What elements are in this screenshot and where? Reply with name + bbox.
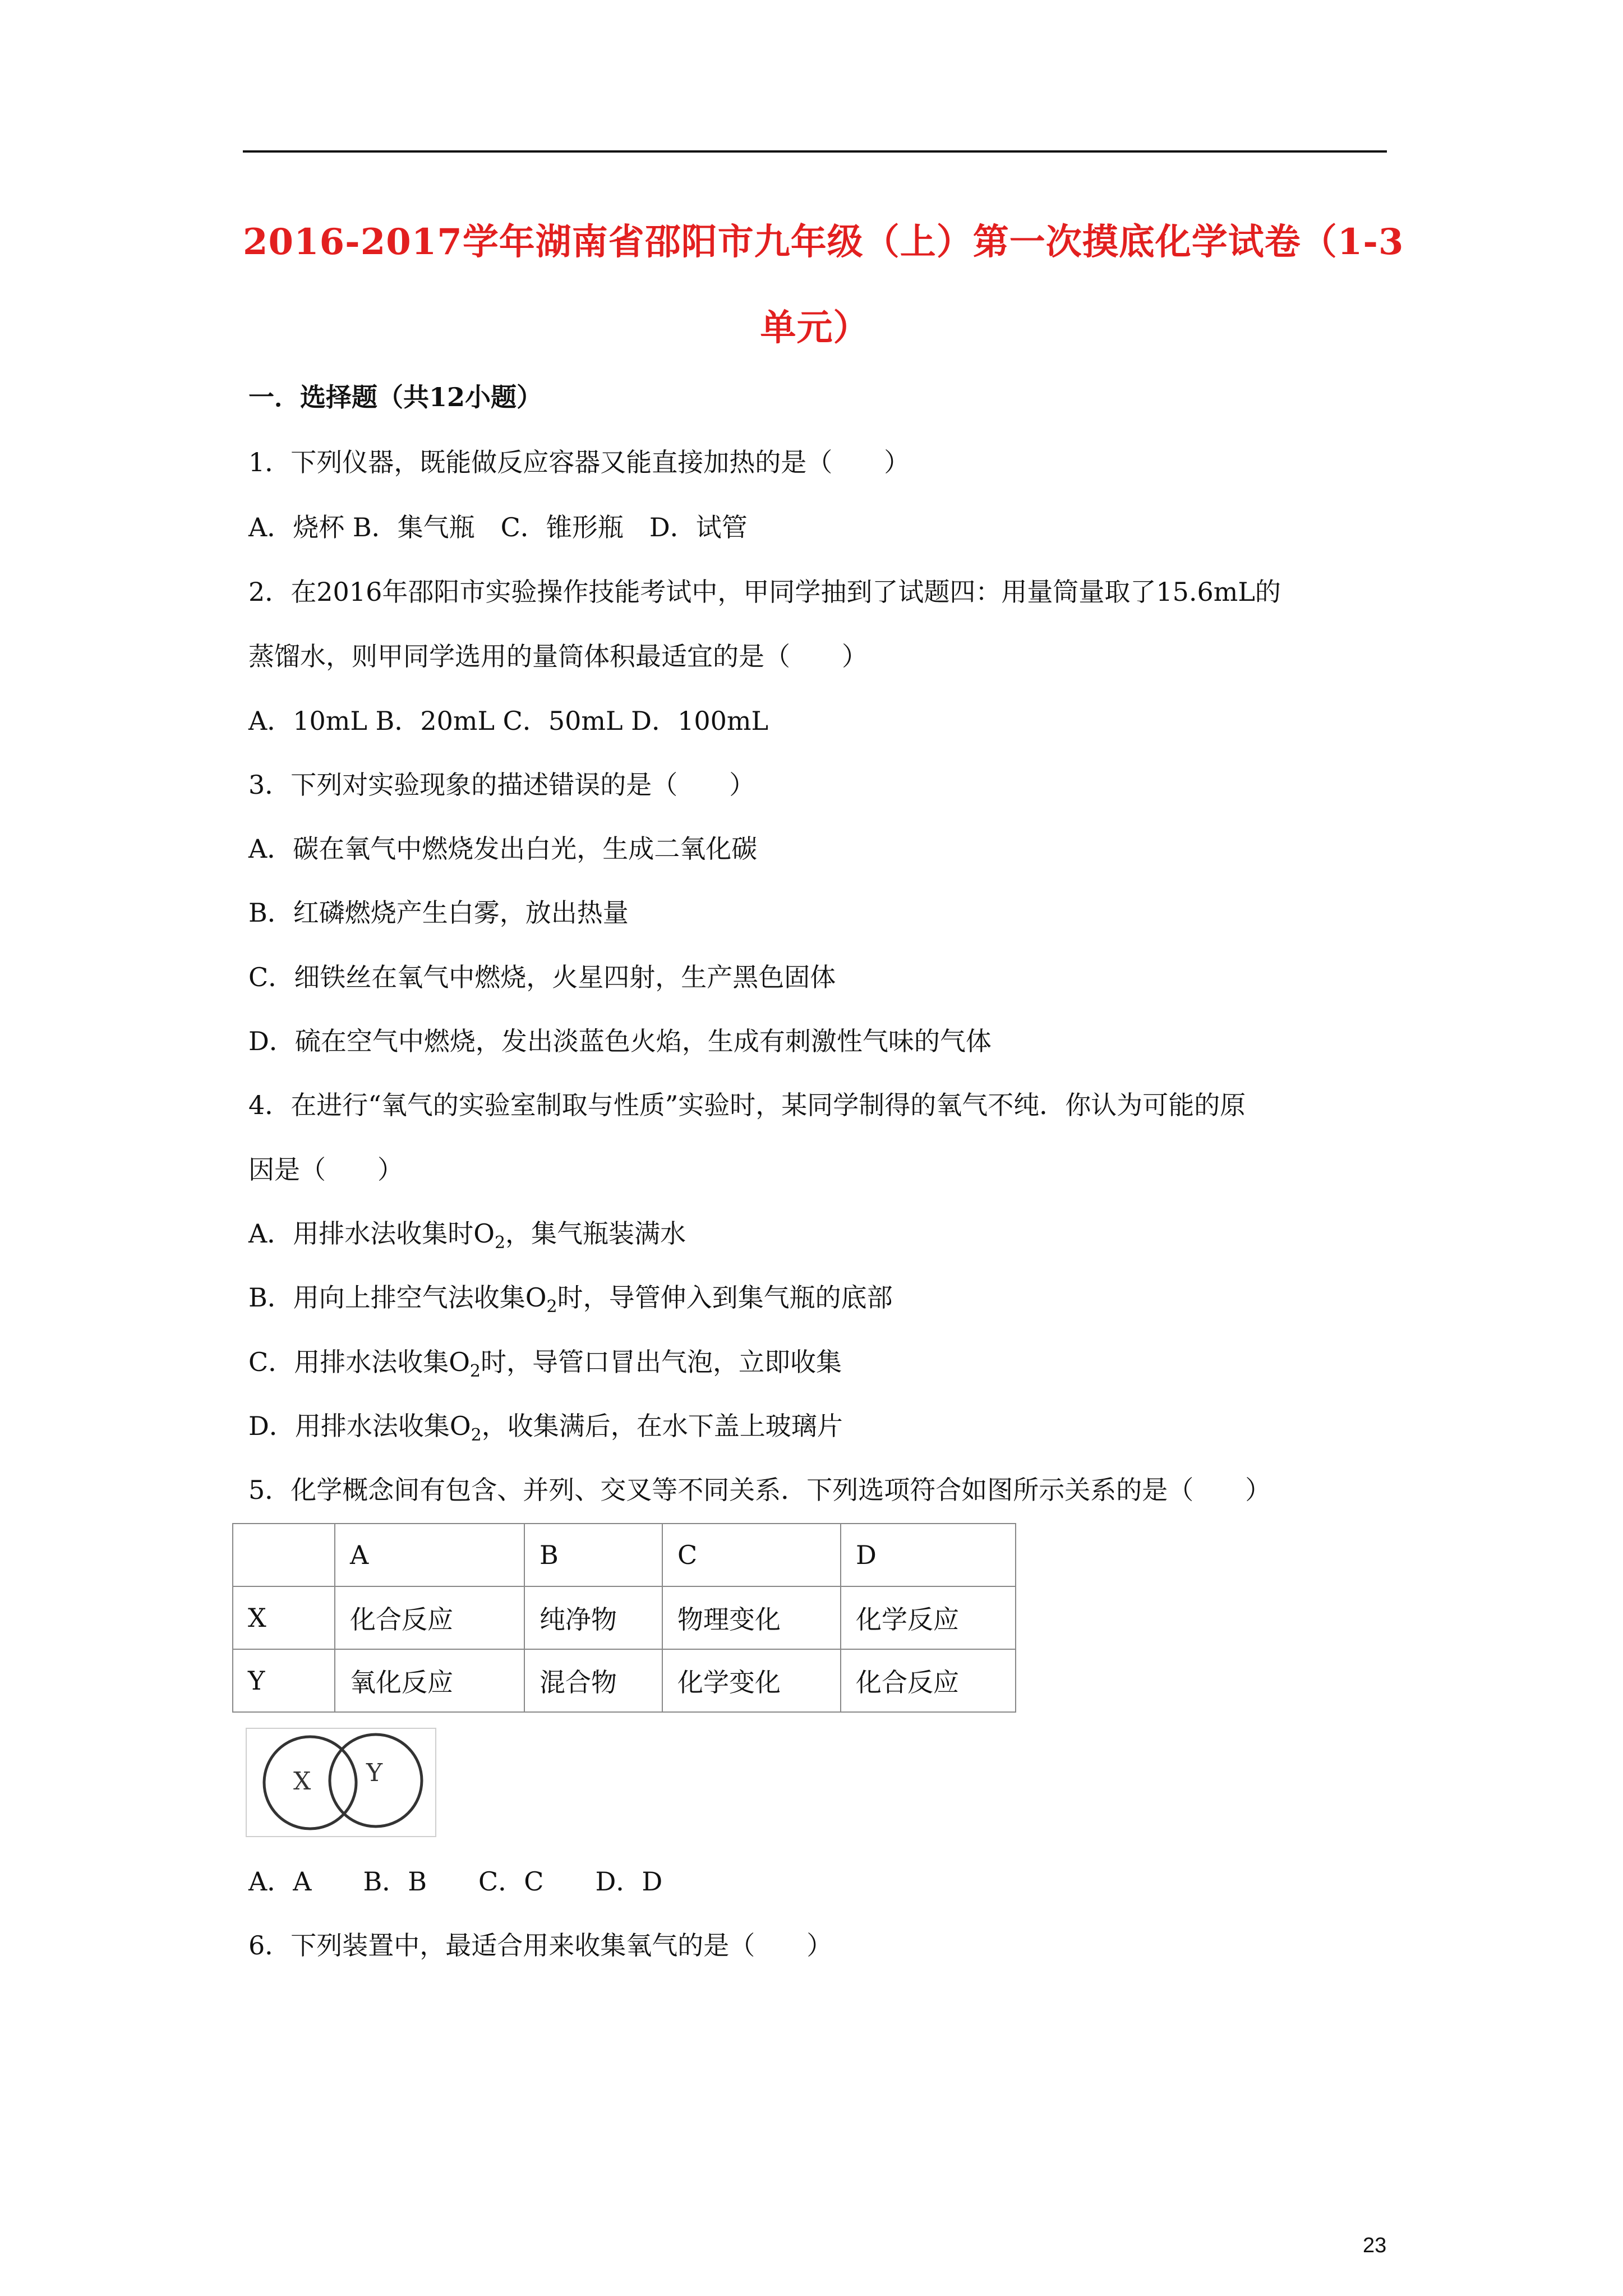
venn-label-x: X — [293, 1767, 311, 1796]
section-heading: 一．选择题（共12小题） — [248, 382, 543, 412]
q1-options: A．烧杯 B．集气瓶 C．锥形瓶 D．试管 — [248, 512, 748, 542]
q3-option-a: A．碳在氧气中燃烧发出白光，生成二氧化碳 — [248, 834, 758, 864]
table-cell: B — [524, 1524, 662, 1586]
table-cell: D — [841, 1524, 1016, 1586]
table-cell — [233, 1524, 335, 1586]
venn-frame — [246, 1728, 436, 1837]
table-cell: A — [335, 1524, 524, 1586]
q6-stem: 6．下列装置中，最适合用来收集氧气的是（ ） — [248, 1930, 833, 1961]
venn-label-y: Y — [366, 1759, 383, 1787]
q2-stem-line1: 2．在2016年邵阳市实验操作技能考试中，甲同学抽到了试题四：用量筒量取了15.6mL的 — [248, 577, 1281, 607]
q2-stem-line2: 蒸馏水，则甲同学选用的量筒体积最适宜的是（ ） — [248, 641, 868, 671]
table-cell: 化学反应 — [841, 1586, 1016, 1649]
header-rule — [243, 150, 1387, 153]
table-row — [233, 1649, 1016, 1712]
table-row — [233, 1586, 1016, 1649]
q3-option-b: B．红磷燃烧产生白雾，放出热量 — [248, 898, 629, 928]
table-cell: X — [233, 1586, 335, 1649]
table-cell: 物理变化 — [662, 1586, 841, 1649]
q4-option-d: D．用排水法收集$O_2$，收集满后，在水下盖上玻璃片 — [248, 1411, 843, 1445]
table-cell: 纯净物 — [524, 1586, 662, 1649]
table-cell: 混合物 — [524, 1649, 662, 1712]
q4-option-b: B．用向上排空气法收集$O_2$时，导管伸入到集气瓶的底部 — [248, 1282, 893, 1317]
exam-title-line1: 2016-2017学年湖南省邵阳市九年级（上）第一次摸底化学试卷（1-3 — [243, 221, 1404, 263]
table-cell: 氧化反应 — [335, 1649, 524, 1712]
q5-stem: 5．化学概念间有包含、并列、交叉等不同关系．下列选项符合如图所示关系的是（ ） — [248, 1475, 1271, 1505]
q5-options: A．A B．B C．C D．D — [248, 1866, 663, 1897]
q1-stem: 1．下列仪器，既能做反应容器又能直接加热的是（ ） — [248, 447, 910, 477]
exam-title-line2: 单元） — [760, 307, 870, 349]
table-cell: C — [662, 1524, 841, 1586]
q3-option-d: D．硫在空气中燃烧，发出淡蓝色火焰，生成有刺激性气味的气体 — [248, 1026, 992, 1056]
q3-option-c: C．细铁丝在氧气中燃烧，火星四射，生产黑色固体 — [248, 962, 836, 992]
page-number: 23 — [1363, 2234, 1387, 2257]
table-cell: Y — [233, 1649, 335, 1712]
q4-option-a: A．用排水法收集时$O_2$，集气瓶装满水 — [248, 1218, 686, 1253]
table-header-row — [233, 1524, 1016, 1586]
venn-diagram — [246, 1728, 436, 1837]
q4-option-c: C．用排水法收集$O_2$时，导管口冒出气泡，立即收集 — [248, 1347, 842, 1381]
q5-table — [232, 1523, 1016, 1713]
q4-stem-line2: 因是（ ） — [248, 1154, 403, 1185]
table-cell: 化合反应 — [841, 1649, 1016, 1712]
table-cell: 化合反应 — [335, 1586, 524, 1649]
q4-stem-line1: 4．在进行“氧气的实验室制取与性质”实验时，某同学制得的氧气不纯．你认为可能的原 — [248, 1090, 1246, 1120]
q2-options: A．10mL B．20mL C．50mL D．100mL — [248, 706, 769, 736]
q3-stem: 3．下列对实验现象的描述错误的是（ ） — [248, 770, 755, 800]
table-cell: 化学变化 — [662, 1649, 841, 1712]
